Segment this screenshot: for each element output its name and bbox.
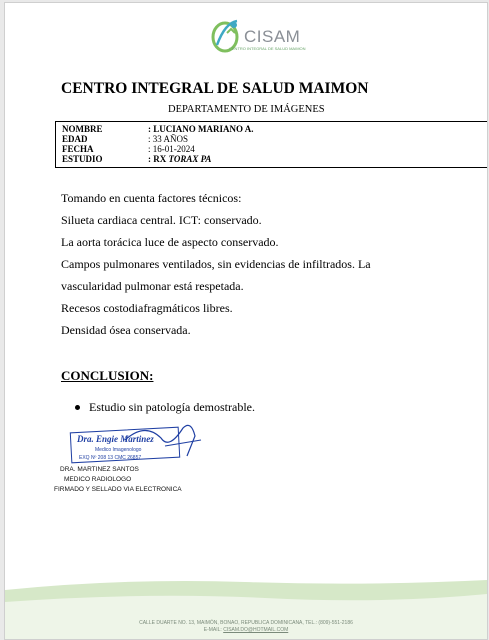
email-link[interactable]: CISAM.DO@HOTMAIL.COM — [223, 627, 289, 633]
footer-address: CALLE DUARTE NO. 13, MAIMÓN, BONAO, REPUBLICA DOMINICANA, TEL.: (809)-551-2186 — [139, 620, 353, 626]
report-page — [4, 2, 488, 640]
footer — [5, 578, 487, 639]
signature-block — [54, 465, 182, 495]
conclusion-heading: CONCLUSION: — [61, 368, 154, 383]
stamp-name: Dra. Engie Martinez — [77, 434, 154, 444]
doctor-role: MEDICO RADIOLOGO — [64, 476, 132, 483]
stamp-exq: EXQ Nº 208 13 CMC 26857 — [79, 455, 142, 461]
info-value — [148, 154, 211, 164]
bullet-icon — [75, 405, 80, 410]
finding-line: Tomando en cuenta factores técnicos: — [61, 191, 242, 205]
signature-stamp — [65, 420, 205, 466]
doctor-name: DRA. MARTINEZ SANTOS — [60, 466, 139, 473]
study-name: TORAX PA — [168, 154, 212, 164]
info-label: ESTUDIO — [62, 154, 103, 164]
info-label: FECHA — [62, 144, 94, 154]
cisam-logo — [207, 15, 317, 59]
department-title: DEPARTAMENTO DE IMÁGENES — [168, 104, 325, 115]
info-label: EDAD — [62, 134, 88, 144]
info-value: : 33 AÑOS — [148, 134, 189, 144]
conclusion-item — [75, 400, 255, 415]
page-title: CENTRO INTEGRAL DE SALUD MAIMON — [61, 80, 369, 97]
info-label: NOMBRE — [62, 124, 103, 134]
finding-line: Campos pulmonares ventilados, sin evidencias de infiltrados. La — [61, 257, 371, 271]
logo-name: CISAM — [244, 27, 301, 46]
finding-line: Recesos costodiafragmáticos libres. — [61, 301, 233, 315]
info-value: : 16-01-2024 — [148, 144, 195, 154]
patient-info-box — [55, 121, 488, 168]
email-label: E-MAIL: — [203, 627, 222, 633]
stamp-title: Medico Imagenologo — [95, 447, 142, 453]
finding-line: vascularidad pulmonar está respetada. — [61, 279, 244, 293]
finding-line: Densidad ósea conservada. — [61, 323, 191, 337]
finding-line: La aorta torácica luce de aspecto conservado. — [61, 235, 279, 249]
signature-note: FIRMADO Y SELLADO VIA ELECTRONICA — [54, 486, 182, 493]
logo-tagline: CENTRO INTEGRAL DE SALUD MAIMON — [229, 46, 306, 51]
footer-email-line — [5, 627, 487, 633]
finding-line: Silueta cardiaca central. ICT: conservado. — [61, 213, 262, 227]
study-prefix: : RX — [148, 154, 169, 164]
info-value: : LUCIANO MARIANO A. — [148, 124, 254, 134]
conclusion-text: Estudio sin patología demostrable. — [89, 400, 255, 414]
